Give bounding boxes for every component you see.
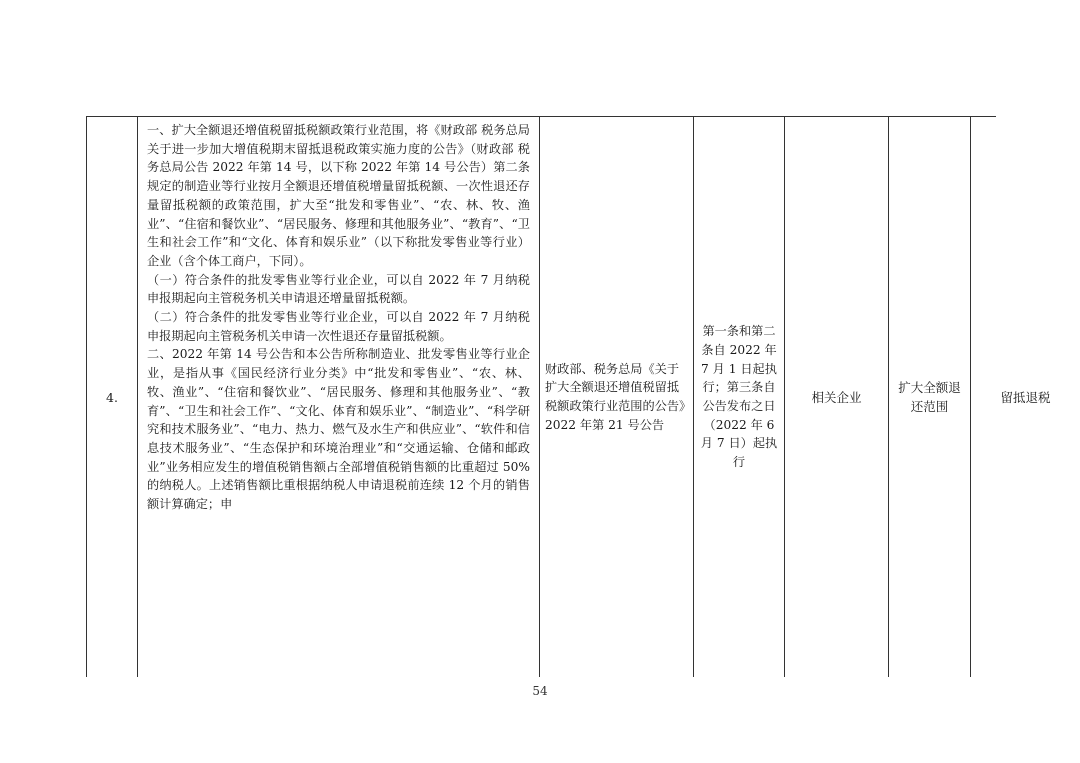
policy-paragraph: （一）符合条件的批发零售业等行业企业，可以自 2022 年 7 月纳税申报期起向主管税务机关申请退还增量留抵税额。 [147, 272, 530, 306]
policy-content-cell [138, 117, 540, 677]
row-number-cell [87, 117, 138, 677]
policy-paragraph: 二、2022 年第 14 号公告和本公告所称制造业、批发零售业等行业企业，是指从事《国民经济行业分类》中“批发和零售业”、“农、林、牧、渔业”、“住宿和餐饮业”、“居民服务、修理和其他服务业”、“教育”、“卫生和社会工作”、“文化、体育和娱乐业”、“制造业”、“科学研究和技术服务业”、“电力、热力、燃气及水生产和供应业”、“软件和信息技术服务业”、“生态保护和环境治理业”和“交通运输、仓储和邮政业”业务相应发生的增值税销售额占全部增值税销售额的比重超过 50%的纳税人。上述销售额比重根据纳税人申请退税前连续 12 个月的销售额计算确定；申 [147, 347, 530, 512]
policy-paragraph: （二）符合条件的批发零售业等行业企业，可以自 2022 年 7 月纳税申报期起向主管税务机关申请一次性退还存量留抵税额。 [147, 310, 530, 343]
effective-date: 第一条和第二条自 2022 年 7 月 1 日起执行；第三条自公告发布之日（2022 年 6 月 7 日）起执行 [700, 324, 778, 470]
category-cell [971, 117, 1080, 677]
row-number: 4. [106, 389, 118, 405]
item-cell [889, 117, 971, 677]
category: 留抵退税 [1000, 389, 1051, 405]
policy-paragraph: 一、扩大全额退还增值税留抵税额政策行业范围，将《财政部 税务总局关于进一步加大增值税期末留抵退税政策实施力度的公告》（财政部 税务总局公告 2022 年第 14 号，以下称 2022 年第 14 号公告）第二条规定的制造业等行业按月全额退还增值税增量留抵税额、一次性退还存量留抵税额的政策范围，扩大至“批发和零售业”、“农、林、牧、渔业”、“住宿和餐饮业”、“居民服务、修理和其他服务业”、“教育”、“卫生和社会工作”和“文化、体育和娱乐业”（以下称批发零售业等行业）企业（含个体工商户，下同）。 [147, 123, 530, 268]
page-number: 54 [532, 684, 548, 698]
effective-date-cell [694, 117, 785, 677]
policy-content [138, 117, 539, 677]
item-name: 扩大全额退还范围 [898, 380, 961, 414]
document-reference: 财政部、税务总局《关于扩大全额退还增值税留抵税额政策行业范围的公告》2022 年第 21 号公告 [545, 361, 686, 432]
document-cell [540, 117, 694, 677]
applicable-object-cell [785, 117, 889, 677]
policy-table [86, 116, 1051, 677]
applicable-object: 相关企业 [811, 389, 862, 405]
